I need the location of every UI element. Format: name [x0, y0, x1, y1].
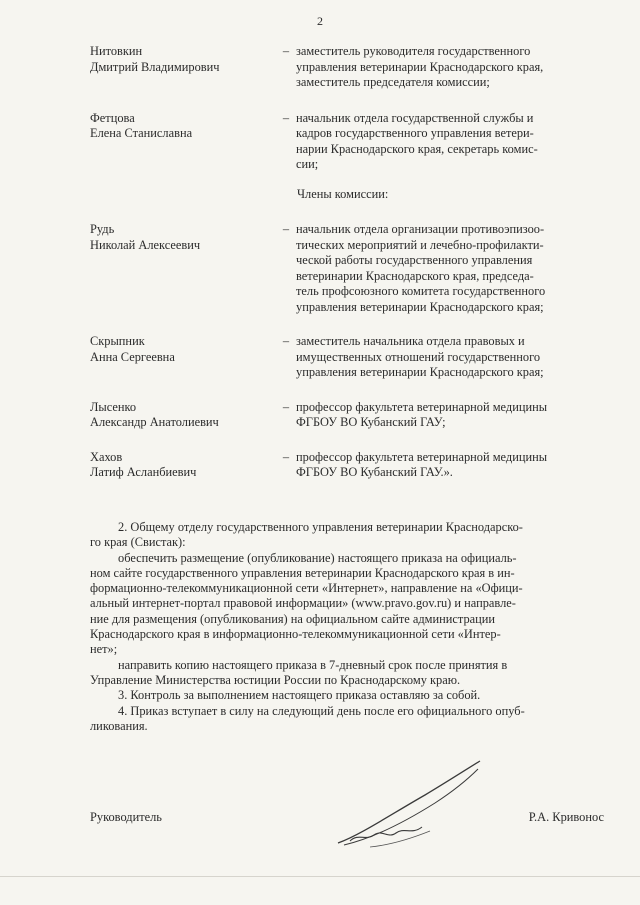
- member-role-line: ческой работы государственного управления: [296, 253, 533, 267]
- body-line: 2. Общему отделу государственного управления ветеринарии Краснодарско-: [118, 520, 523, 534]
- member-name-line: Александр Анатолиевич: [90, 415, 219, 429]
- member-role-line: управления ветеринарии Краснодарского края,: [296, 59, 544, 74]
- member-name: [90, 111, 280, 173]
- body-line: Управление Министерства юстиции России по Краснодарскому краю.: [90, 672, 461, 687]
- member-role-line: тель профсоюзного комитета государственного: [296, 284, 546, 298]
- member-name-line: Фетцова: [90, 110, 135, 125]
- body-line: ние для размещения (опубликования) на официальном сайте администрации: [90, 611, 496, 626]
- member-row: [90, 44, 610, 91]
- member-name-line: Нитовкин: [90, 44, 143, 58]
- body-line: ном сайте государственного управления ветеринарии Краснодарского края в ин-: [90, 565, 515, 580]
- member-role-line: заместитель руководителя государственного: [296, 44, 531, 58]
- body-line: 3. Контроль за выполнением настоящего приказа оставляю за собой.: [118, 688, 481, 703]
- member-role-line: управления ветеринарии Краснодарского края;: [296, 299, 544, 314]
- member-name-line: Хахов: [90, 449, 123, 464]
- member-row: [90, 450, 610, 481]
- member-role-line: заместитель председателя комиссии;: [296, 75, 490, 89]
- dash-separator: –: [282, 110, 290, 125]
- signature-name: Р.А. Кривонос: [528, 810, 604, 824]
- member-role-line: ФГБОУ ВО Кубанский ГАУ.».: [296, 465, 453, 479]
- body-line: ликования.: [90, 718, 148, 733]
- member-role-line: начальник отдела организации противоэпизоо-: [296, 222, 545, 236]
- body-line: формационно-телекоммуникационной сети «Интернет», направление на «Офици-: [90, 581, 523, 596]
- member-row: [90, 400, 610, 431]
- dash-separator: –: [282, 449, 290, 464]
- scan-edge-line: [0, 876, 640, 877]
- members-top-list: [90, 44, 610, 173]
- member-role: [296, 111, 610, 173]
- member-name-line: Скрыпник: [90, 334, 145, 348]
- member-role-line: заместитель начальника отдела правовых и: [296, 334, 525, 348]
- member-role-line: кадров государственного управления ветери-: [296, 126, 534, 140]
- member-name-line: Дмитрий Владимирович: [90, 59, 220, 74]
- commission-members: [90, 44, 610, 481]
- member-role: [296, 334, 610, 381]
- member-role-line: ветеринарии Краснодарского края, председа-: [296, 268, 534, 283]
- body-line: го края (Свистак):: [90, 535, 186, 550]
- member-name: [90, 334, 280, 381]
- member-name-line: Рудь: [90, 222, 115, 236]
- body-line: альный интернет-портал правовой информации» (www.pravo.gov.ru) и направле-: [90, 596, 516, 611]
- member-row: [90, 111, 610, 173]
- member-name-line: Лысенко: [90, 399, 137, 414]
- member-role: [296, 450, 610, 481]
- member-role-line: управления ветеринарии Краснодарского края;: [296, 365, 544, 379]
- body-line: 4. Приказ вступает в силу на следующий день после его официального опуб-: [118, 703, 525, 718]
- member-name: [90, 44, 280, 91]
- members-heading: Члены комиссии:: [297, 186, 389, 201]
- body-line: Краснодарского края в информационно-телекоммуникационной сети «Интер-: [90, 627, 501, 642]
- member-row: [90, 334, 610, 381]
- member-role-line: профессор факультета ветеринарной медицины: [296, 449, 548, 464]
- dash-separator: –: [282, 399, 290, 414]
- member-role: [296, 222, 610, 315]
- dash-separator: –: [282, 222, 290, 236]
- order-body: [90, 520, 614, 734]
- member-role-line: сии;: [296, 157, 319, 171]
- body-line: направить копию настоящего приказа в 7-дневный срок после принятия в: [118, 657, 508, 672]
- member-name: [90, 400, 280, 431]
- dash-separator: –: [282, 44, 290, 58]
- member-name-line: Латиф Асланбиевич: [90, 465, 197, 479]
- member-role-line: нарии Краснодарского края, секретарь комис-: [296, 141, 538, 156]
- member-name-line: Николай Алексеевич: [90, 237, 201, 252]
- member-name: [90, 450, 280, 481]
- member-role-line: имущественных отношений государственного: [296, 349, 541, 364]
- member-name-line: Елена Станиславна: [90, 126, 193, 140]
- member-role: [296, 44, 610, 91]
- member-name: [90, 222, 280, 315]
- signature-title: Руководитель: [90, 810, 162, 824]
- handwritten-signature: [330, 755, 490, 855]
- page-number: 2: [317, 14, 323, 28]
- member-role-line: ФГБОУ ВО Кубанский ГАУ;: [296, 415, 446, 429]
- member-role-line: профессор факультета ветеринарной медицины: [296, 399, 548, 414]
- member-row: [90, 222, 610, 315]
- member-role-line: тических мероприятий и лечебно-профилакти-: [296, 237, 544, 252]
- member-name-line: Анна Сергеевна: [90, 349, 175, 364]
- body-line: обеспечить размещение (опубликование) настоящего приказа на официаль-: [118, 550, 517, 565]
- dash-separator: –: [282, 334, 290, 348]
- members-list: [90, 222, 610, 481]
- member-role-line: начальник отдела государственной службы и: [296, 110, 534, 125]
- body-line: нет»;: [90, 642, 118, 657]
- member-role: [296, 400, 610, 431]
